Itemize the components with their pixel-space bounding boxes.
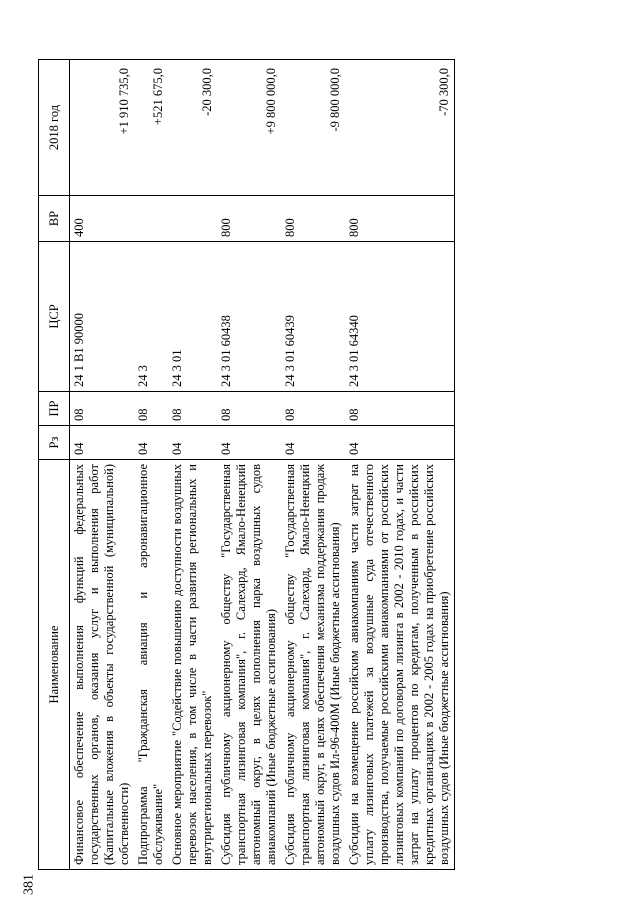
row-amount: -70 300,0 [345,60,455,196]
row-name: Основное мероприятие "Содействие повышению доступности воздушных перевозок населения, в том числе в части развития региональных и внутрирегиональных перевозок" [168,460,217,870]
row-vr [134,196,168,242]
row-rz: 04 [70,426,135,460]
row-vr: 800 [281,196,345,242]
row-name: Субсидия публичному акционерному обществу "Государственная транспортная лизинговая компания", г. Салехард, Ямало-Ненецкий автономный округ, в целях пополнения парка воздушных судов авиакомпаний (Иные бюджетные ассигнования) [217,460,281,870]
header-year: 2018 год [39,60,70,196]
table-row [168,60,217,870]
row-csr: 24 3 01 60438 [217,242,281,392]
row-vr [168,196,217,242]
row-csr: 24 1 В1 90000 [70,242,135,392]
row-rz: 04 [345,426,455,460]
row-pr: 08 [217,392,281,426]
row-csr: 24 3 01 60439 [281,242,345,392]
row-name: Финансовое обеспечение выполнения функций федеральных государственных органов, оказания услуг и выполнения работ (Капитальные вложения в объекты государственной (муниципальной) собственности) [70,460,135,870]
table-header-row [39,60,70,870]
header-rz: Рз [39,426,70,460]
budget-table [38,59,455,870]
row-pr: 08 [281,392,345,426]
row-pr: 08 [134,392,168,426]
row-rz: 04 [281,426,345,460]
row-pr: 08 [168,392,217,426]
header-csr: ЦСР [39,242,70,392]
row-amount: +1 910 735,0 [70,60,135,196]
row-rz: 04 [134,426,168,460]
row-amount: -20 300,0 [168,60,217,196]
row-pr: 08 [345,392,455,426]
row-pr: 08 [70,392,135,426]
table-row [345,60,455,870]
rotated-page-content [38,60,628,870]
table-row [281,60,345,870]
row-rz: 04 [217,426,281,460]
table-row [217,60,281,870]
header-vr: ВР [39,196,70,242]
table-row [70,60,135,870]
row-vr: 800 [345,196,455,242]
row-name: Субсидия публичному акционерному обществу "Государственная транспортная лизинговая компания", г. Салехард, Ямало-Ненецкий автономный округ, в целях обеспечения механизма поддержания продаж воздушных судов Ил-96-400М (Иные бюджетные ассигнования) [281,460,345,870]
row-amount: -9 800 000,0 [281,60,345,196]
page-number: 381 [21,874,37,895]
table-row [134,60,168,870]
row-rz: 04 [168,426,217,460]
row-vr: 400 [70,196,135,242]
row-csr: 24 3 01 [168,242,217,392]
row-name: Субсидии на возмещение российским авиакомпаниям части затрат на уплату лизинговых платежей за воздушные суда отечественного производства, получаемые российскими авиакомпаниями от российских лизинговых компаний по договорам лизинга в 2002 - 2010 годах, и части затрат на уплату процентов по кредитам, полученным в российских кредитных организациях в 2002 - 2005 годах на приобретение российских воздушных судов (Иные бюджетные ассигнования) [345,460,455,870]
row-name: Подпрограмма "Гражданская авиация и аэронавигационное обслуживание" [134,460,168,870]
row-csr: 24 3 01 64340 [345,242,455,392]
row-vr: 800 [217,196,281,242]
row-amount: +9 800 000,0 [217,60,281,196]
header-pr: ПР [39,392,70,426]
row-amount: +521 675,0 [134,60,168,196]
row-csr: 24 3 [134,242,168,392]
header-name: Наименование [39,460,70,870]
